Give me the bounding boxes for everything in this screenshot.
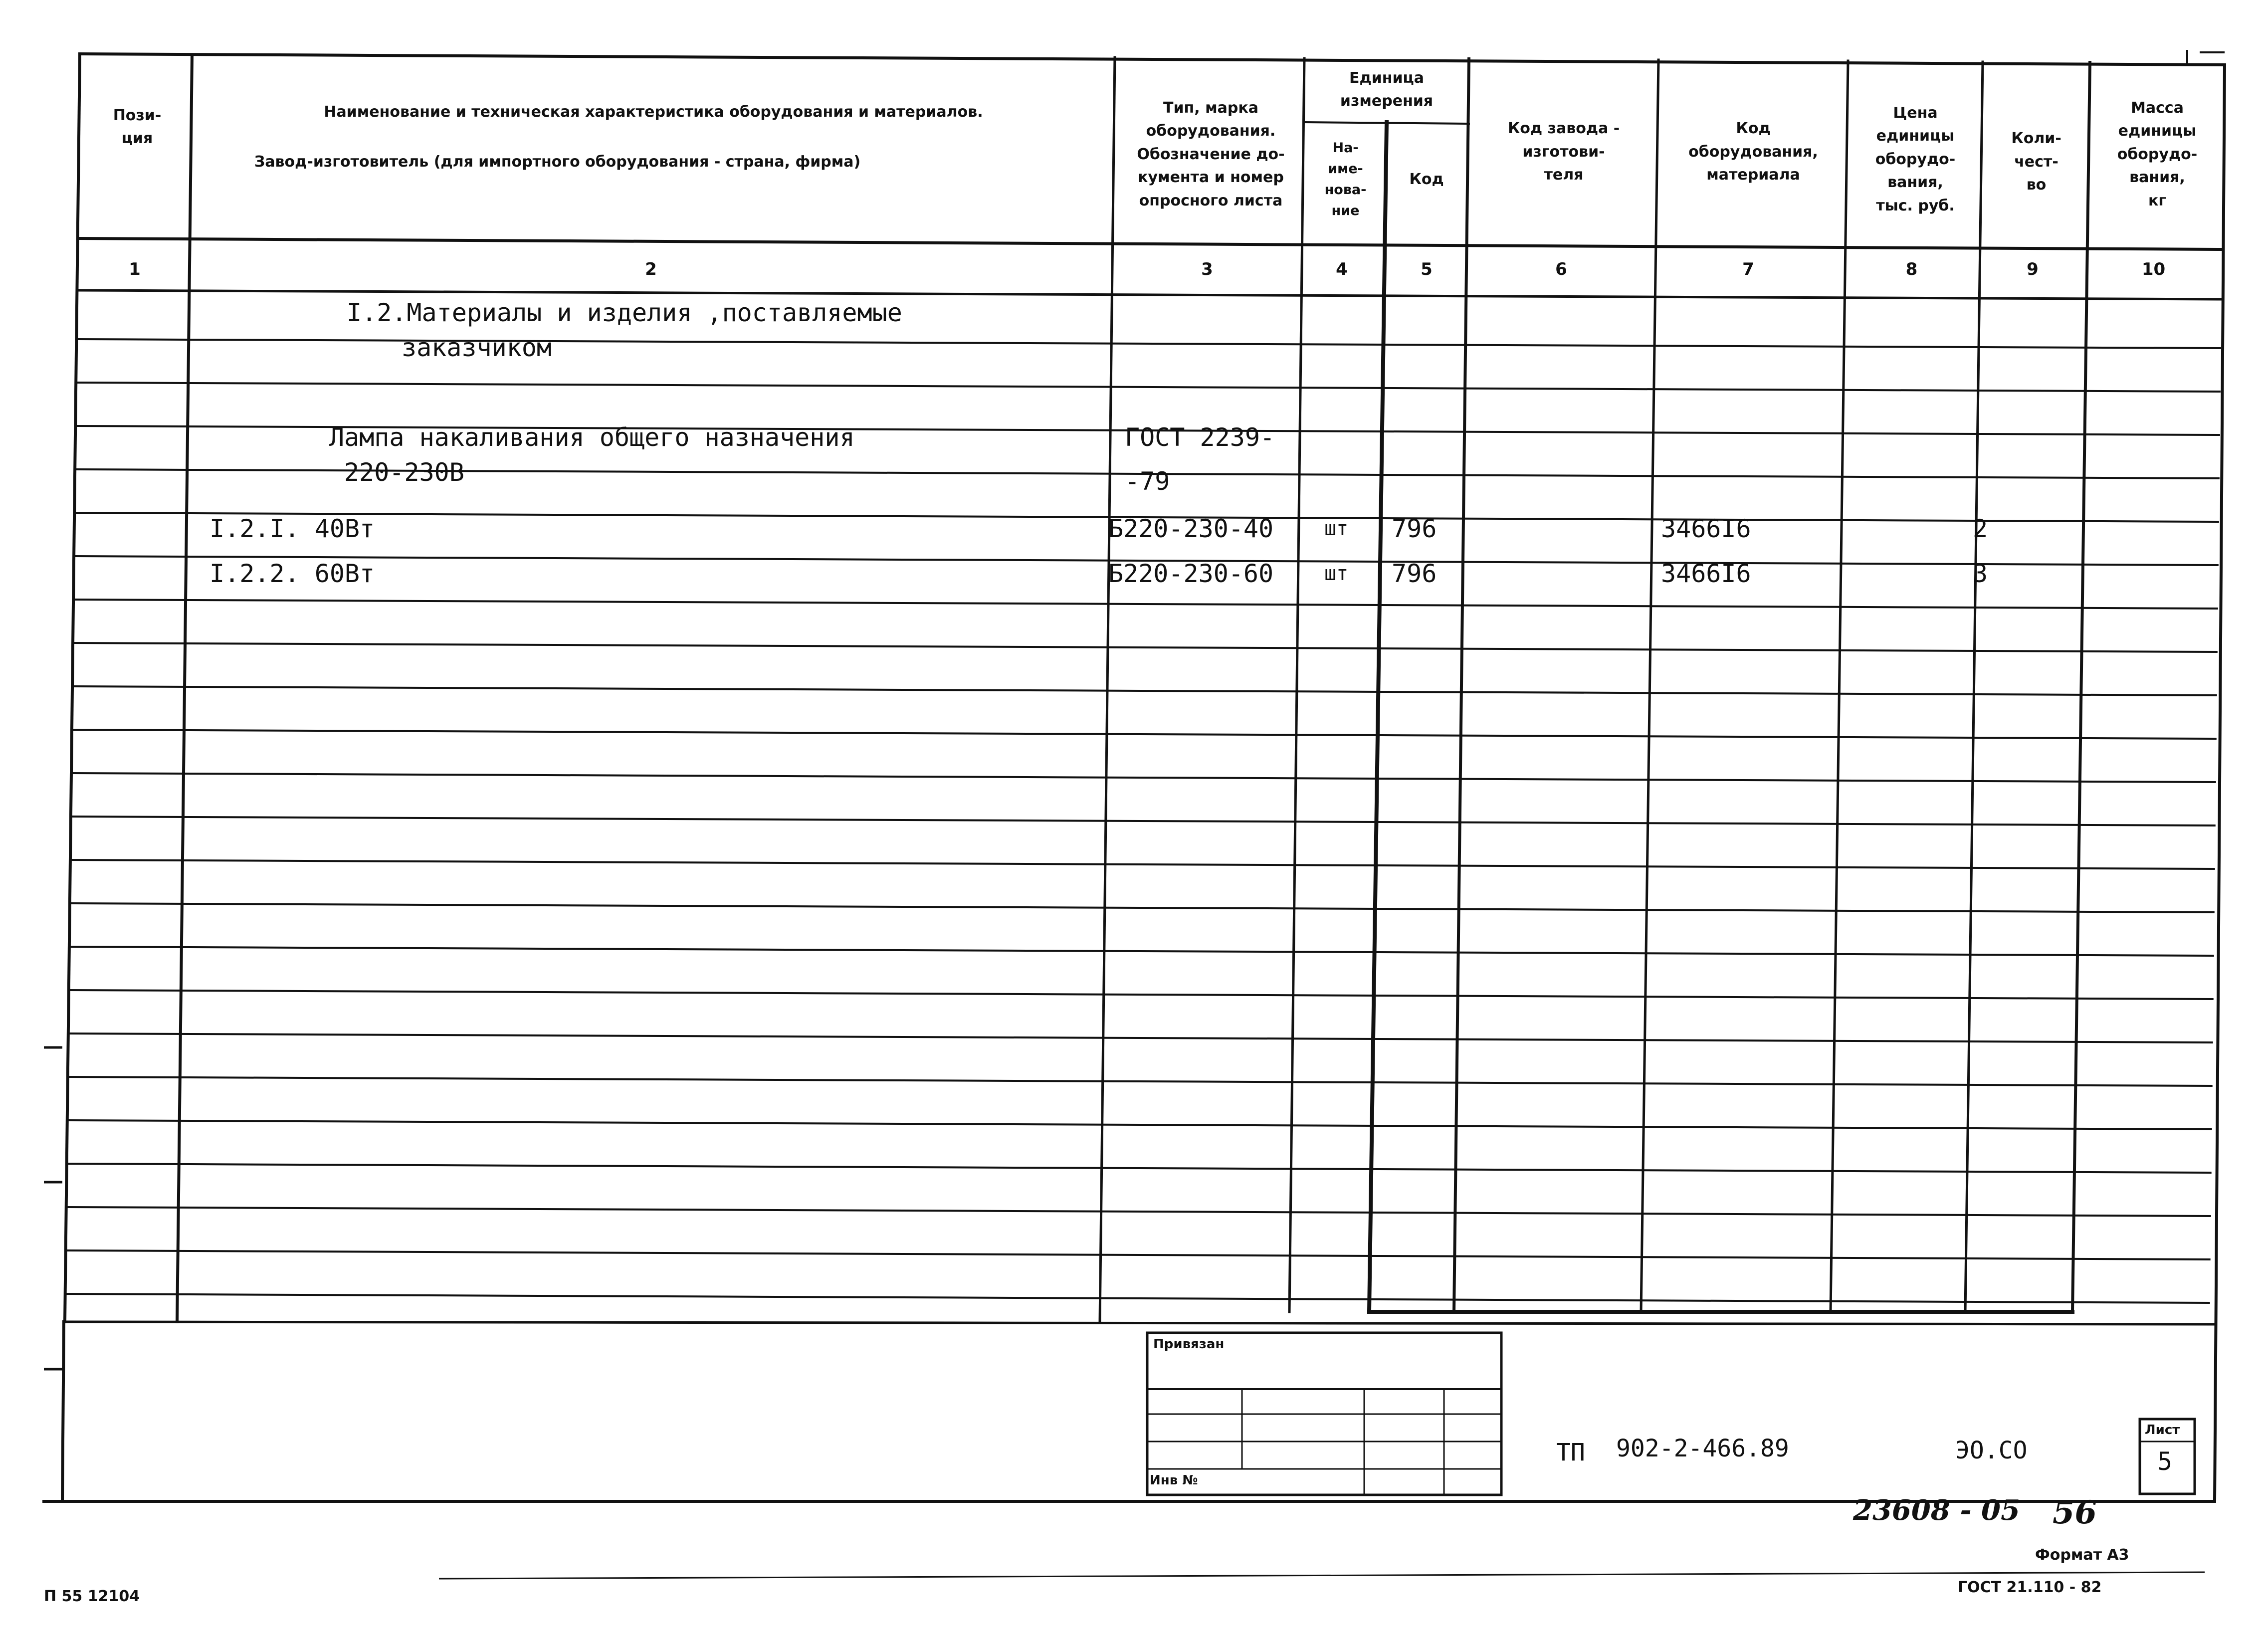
item-1-type: Б220-230-40 — [1108, 514, 1274, 543]
item-1-unit: шт — [1324, 517, 1349, 540]
item-2-quantity: 3 — [1973, 559, 1988, 588]
stamp-privyazan: Привязан — [1153, 1337, 1225, 1352]
header-unit: Единица измерения — [1340, 69, 1434, 110]
doc-prefix: ТП — [1556, 1439, 1585, 1466]
col-number-9: 9 — [2027, 259, 2039, 279]
row-line — [73, 643, 2218, 652]
item-2-unit-code: 796 — [1392, 559, 1437, 588]
row-line — [67, 1120, 2212, 1129]
row-line — [70, 903, 2215, 912]
header-position: Пози- ция — [113, 106, 162, 147]
row-line — [71, 773, 2216, 782]
row-line — [77, 383, 2221, 392]
col-number-5: 5 — [1421, 259, 1433, 279]
header-factory-code: Код завода - изготови- теля — [1507, 120, 1620, 184]
col-number-2: 2 — [645, 259, 657, 279]
doc-mark: ЭО.СО — [1955, 1437, 2028, 1464]
handwritten-archive-number: 23608 - 05 — [1853, 1494, 2020, 1527]
row-line — [65, 1207, 2211, 1216]
item-2-material-code: 3466I6 — [1661, 559, 1751, 588]
col-number-7: 7 — [1742, 259, 1754, 279]
row-line — [68, 1033, 2213, 1042]
item-1-quantity: 2 — [1973, 514, 1988, 543]
row-line — [64, 1294, 2210, 1303]
row-line — [72, 730, 2217, 739]
row-line — [70, 860, 2215, 869]
item-2-type: Б220-230-60 — [1108, 559, 1274, 588]
row-line — [73, 686, 2217, 695]
section-title-line2: заказчиком — [402, 333, 552, 362]
row-line — [68, 990, 2213, 999]
sheet-number: 5 — [2157, 1447, 2173, 1476]
item-1-unit-code: 796 — [1392, 514, 1437, 543]
row-line — [74, 600, 2218, 609]
row-line — [71, 817, 2216, 825]
lamp-title-line2: 220-230В — [344, 458, 464, 487]
gost-standard: ГОСТ 21.110 - 82 — [1958, 1579, 2102, 1596]
row-line — [69, 947, 2214, 956]
item-1-material-code: 3466I6 — [1661, 514, 1751, 543]
header-name-line1: Наименование и техническая характеристика оборудования и материалов. — [324, 103, 983, 121]
header-unit-name: На- име- нова- ние — [1324, 140, 1367, 218]
col-number-4: 4 — [1336, 259, 1348, 279]
doc-number: 902-2-466.89 — [1616, 1435, 1789, 1462]
gost-line2: -79 — [1125, 467, 1170, 496]
header-name-line2: Завод-изготовитель (для импортного оборудования - страна, фирма) — [254, 153, 861, 171]
row-line — [66, 1164, 2211, 1173]
col-number-1: 1 — [129, 259, 141, 279]
section-title-line1: I.2.Материалы и изделия ,поставляемые — [347, 298, 902, 327]
col-number-3: 3 — [1201, 259, 1213, 279]
header-price: Цена единицы оборудо- вания, тыс. руб. — [1875, 104, 1956, 214]
format-label: Формат А3 — [2035, 1546, 2129, 1564]
header-quantity: Коли- чест- во — [2011, 130, 2062, 194]
item-2-position: I.2.2. 60Вт — [209, 559, 375, 588]
gost-line1: ГОСТ 2239- — [1125, 423, 1275, 452]
handwritten-page-number: 56 — [2053, 1494, 2097, 1531]
lamp-title-line1: Лампа накаливания общего назначения — [329, 423, 855, 452]
item-2-unit: шт — [1324, 562, 1349, 585]
sheet-label: Лист — [2145, 1423, 2180, 1438]
row-line — [77, 339, 2221, 348]
header-type: Тип, марка оборудования. Обозначение до- кумента и номер опросного листа — [1137, 99, 1285, 209]
col-number-8: 8 — [1905, 259, 1918, 279]
header-unit-code: Код — [1409, 170, 1444, 188]
stamp-inv: Инв № — [1150, 1473, 1198, 1488]
row-line — [67, 1077, 2213, 1086]
col-number-6: 6 — [1555, 259, 1567, 279]
item-1-position: I.2.I. 40Вт — [209, 514, 375, 543]
header-material-code: Код оборудования, материала — [1688, 120, 1818, 184]
header-mass: Масса единицы оборудо- вания, кг — [2117, 99, 2198, 209]
col-number-10: 10 — [2141, 259, 2166, 279]
print-code: П 55 12104 — [44, 1588, 140, 1605]
row-line — [65, 1250, 2211, 1259]
